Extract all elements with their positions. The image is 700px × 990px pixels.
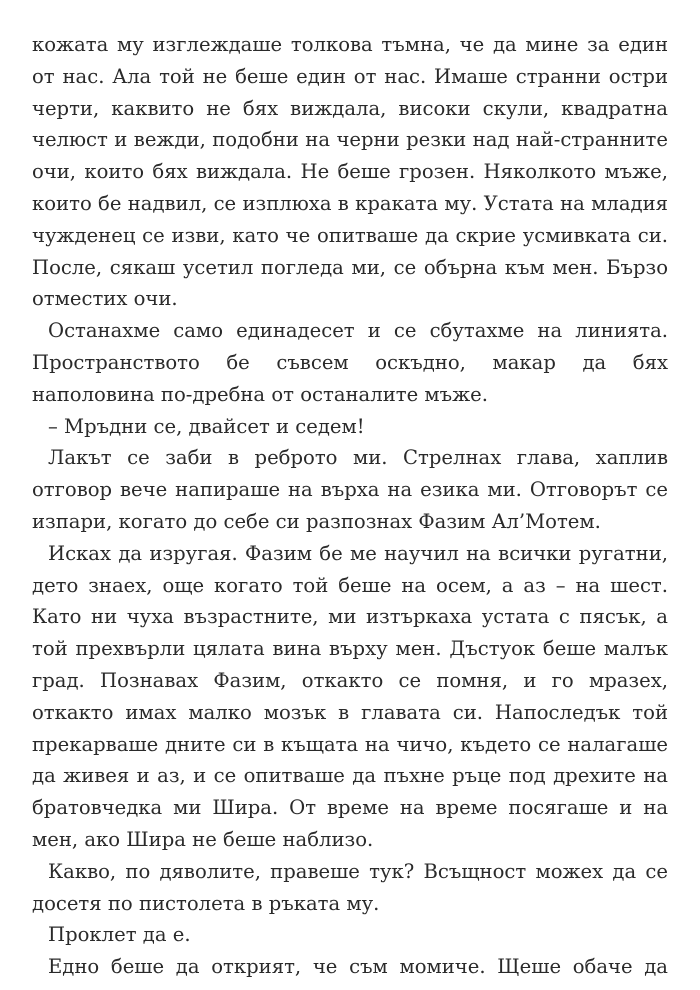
- paragraph: Лакът се заби в реброто ми. Стрелнах глава, хаплив отговор вече напираше на върха на езика ми. Отговорът се изпари, когато до себе си разпознах Фазим Ал’Мотем.: [32, 446, 668, 533]
- paragraph-dialogue: – Мръдни се, двайсет и седем!: [48, 414, 365, 438]
- paragraph: Какво, по дяволите, правеше тук? Всъщност можех да се досетя по пистолета в ръката му.: [32, 859, 668, 915]
- paragraph: кожата му изглеждаше толкова тъмна, че да мине за един от нас. Ала той не беше един от нас. Имаше странни остри черти, каквито не бях виждала, високи скули, квадратна челюст и вежди, подобни на черни резки над най-странните очи, които бях виждала. Не беше грозен. Няколкото мъже, които бе надвил, се изплюха в краката му. Устата на младия чужденец се изви, като че опитваше да скрие усмивката си. После, сякаш усетил погледа ми, се обърна към мен. Бързо отместих очи.: [32, 33, 668, 311]
- paragraph: Проклет да е.: [48, 923, 191, 947]
- paragraph: Исках да изругая. Фазим бе ме научил на всички ругатни, дето знаех, още когато той беше на осем, а аз – на шест. Като ни чуха възрастните, ми изтъркаха устата с пясък, а той прехвърли цялата вина върху мен. Дъстуок беше малък град. Познавах Фазим, откакто се помня, и го мразех, откакто имах малко мозък в главата си. Напоследък той прекарваше дните си в къщата на чичо, където се налагаше да живея и аз, и се опитваше да пъхне ръце под дрехите на братовчедка ми Шира. От време на време посягаше и на мен, ако Шира не беше наблизо.: [32, 541, 668, 851]
- paragraph: Останахме само единадесет и се сбутахме на линията. Пространството бе съвсем оскъдно, макар да бях наполовина по-дребна от останалите мъже.: [32, 319, 668, 406]
- paragraph-continued: Едно беше да открият, че съм момиче. Щеше обаче да: [48, 955, 668, 979]
- page-text: [32, 29, 668, 983]
